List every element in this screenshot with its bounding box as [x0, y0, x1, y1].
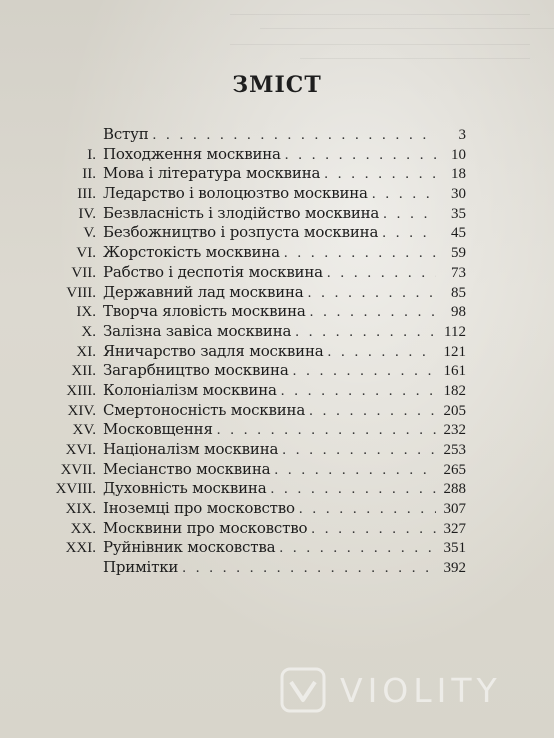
toc-entry	[36, 401, 466, 421]
toc-entry-number: IV.	[78, 205, 96, 222]
toc-entry	[36, 361, 466, 381]
toc-leader-dots	[311, 521, 436, 538]
watermark	[280, 660, 502, 720]
toc-leader-dots	[310, 304, 436, 321]
toc-entry-title: Жорстокість москвина	[103, 243, 280, 262]
toc-entry-title: Духовність москвина	[103, 479, 267, 498]
toc-entry	[36, 263, 466, 283]
toc-entry-title: Месіанство москвина	[103, 459, 271, 478]
toc-entry-page: 392	[443, 560, 466, 577]
watermark-text: VIOLITY	[340, 670, 502, 710]
toc-leader-dots	[383, 206, 436, 223]
violity-logo-icon	[280, 667, 326, 713]
toc-leader-dots	[285, 147, 436, 164]
toc-entry-title: Смертоносність москвина	[103, 400, 306, 419]
toc-entry-title: Походження москвина	[103, 144, 281, 163]
toc-entry	[36, 519, 466, 539]
toc-entry	[36, 538, 466, 558]
toc-entry	[36, 145, 466, 165]
toc-entry-page: 288	[443, 481, 466, 498]
toc-leader-dots	[217, 422, 436, 439]
toc-entry-title: Московщення	[103, 420, 213, 439]
toc-entry-page: 112	[444, 323, 466, 340]
toc-leader-dots	[308, 285, 436, 302]
toc-entry-page: 98	[451, 304, 466, 321]
toc-entry-title: Творча яловість москвина	[103, 302, 306, 321]
toc-entry-number: V.	[83, 225, 96, 242]
page-title: ЗМІСТ	[232, 72, 322, 98]
toc-entry	[36, 420, 466, 440]
toc-entry-number: XVIII.	[55, 481, 96, 498]
toc-entry	[36, 322, 466, 342]
toc-entry-page: 45	[451, 225, 466, 242]
toc-entry-number: VIII.	[66, 284, 96, 301]
toc-entry-title: Вступ	[103, 125, 149, 143]
toc-leader-dots	[309, 403, 436, 420]
toc-entry-title: Безбожництво і розпуста москвина	[103, 223, 379, 242]
toc-entry-title: Державний лад москвина	[103, 282, 304, 301]
toc-entry-page: 10	[451, 146, 466, 163]
toc-entry-page: 253	[443, 442, 466, 458]
toc-entry	[36, 184, 466, 204]
toc-entry	[36, 223, 466, 243]
toc-entry-title: Рабство і деспотія москвина	[103, 262, 323, 281]
toc-entry-number: III.	[77, 186, 96, 203]
toc-leader-dots	[279, 540, 436, 557]
toc-entry-number: XIV.	[67, 402, 96, 419]
toc-leader-dots	[327, 265, 436, 282]
toc-entry-number: II.	[82, 166, 96, 183]
toc-entry-title: Ледарство і волоцюзтво москвина	[103, 184, 368, 203]
toc-entry	[36, 381, 466, 401]
toc-entry-title: Націоналізм москвина	[103, 440, 279, 458]
toc-leader-dots	[382, 225, 436, 242]
toc-entry-page: 30	[451, 186, 466, 203]
toc-entry-page: 73	[451, 264, 466, 281]
table-of-contents	[36, 125, 466, 578]
toc-entry-number: VII.	[71, 264, 96, 281]
toc-entry-page: 232	[443, 422, 466, 439]
toc-leader-dots	[281, 383, 436, 400]
toc-entry-page: 351	[443, 540, 466, 557]
toc-entry-page: 3	[458, 127, 466, 143]
toc-entry-number: VI.	[76, 245, 96, 262]
toc-entry-number: XV.	[72, 422, 96, 439]
toc-entry-title: Москвини про московство	[103, 518, 308, 537]
toc-leader-dots	[274, 462, 436, 479]
toc-entry-page: 205	[443, 402, 466, 419]
toc-entry-page: 307	[443, 501, 466, 518]
toc-leader-dots	[282, 442, 436, 459]
toc-leader-dots	[293, 363, 436, 380]
toc-entry-title: Колоніалізм москвина	[103, 380, 277, 399]
toc-entry	[36, 499, 466, 519]
toc-leader-dots	[153, 127, 436, 144]
toc-leader-dots	[372, 186, 436, 203]
toc-entry-number: I.	[87, 146, 96, 163]
toc-entry	[36, 342, 466, 362]
toc-entry-title: Руйнівник московства	[103, 538, 276, 557]
toc-entry-number: XIII.	[66, 382, 96, 399]
toc-entry-page: 59	[451, 245, 466, 262]
toc-entry-number: IX.	[76, 304, 96, 321]
toc-leader-dots	[328, 344, 437, 361]
toc-leader-dots	[270, 481, 436, 498]
toc-entry-page: 18	[451, 166, 466, 183]
toc-entry	[36, 204, 466, 224]
toc-entry-title: Яничарство задля москвина	[103, 341, 324, 360]
toc-entry-page: 85	[451, 284, 466, 301]
toc-entry-number: X.	[81, 323, 96, 340]
toc-entry-number: XIX.	[65, 501, 96, 518]
toc-entry-page: 161	[443, 363, 466, 380]
toc-entry-title: Примітки	[103, 558, 179, 577]
toc-entry	[36, 479, 466, 499]
toc-entry-number: XVI.	[65, 442, 96, 458]
toc-entry-page: 327	[443, 520, 466, 537]
toc-entry	[36, 125, 466, 145]
toc-entry	[36, 302, 466, 322]
toc-leader-dots	[324, 166, 436, 183]
toc-entry-title: Іноземці про московство	[103, 499, 295, 518]
toc-entry-number: XVII.	[60, 461, 96, 478]
toc-entry-number: XX.	[70, 520, 96, 537]
toc-entry	[36, 440, 466, 460]
toc-entry-page: 265	[443, 461, 466, 478]
toc-entry-number: XI.	[76, 343, 96, 360]
toc-entry-title: Залізна завіса москвина	[103, 321, 292, 340]
toc-entry-number: XII.	[71, 363, 96, 380]
toc-leader-dots	[299, 501, 436, 518]
toc-entry-title: Мова і література москвина	[103, 164, 321, 183]
toc-entry	[36, 558, 466, 578]
toc-entry	[36, 164, 466, 184]
toc-entry-page: 182	[443, 382, 466, 399]
toc-entry-page: 35	[451, 205, 466, 222]
toc-entry-page: 121	[443, 343, 466, 360]
toc-leader-dots	[295, 324, 436, 341]
toc-entry-title: Загарбництво москвина	[103, 361, 289, 380]
toc-leader-dots	[182, 560, 436, 577]
toc-entry	[36, 283, 466, 303]
toc-entry	[36, 460, 466, 480]
toc-entry-number: XXI.	[65, 540, 96, 557]
toc-entry	[36, 243, 466, 263]
toc-entry-title: Безвласність і злодійство москвина	[103, 203, 380, 222]
toc-leader-dots	[284, 245, 436, 262]
